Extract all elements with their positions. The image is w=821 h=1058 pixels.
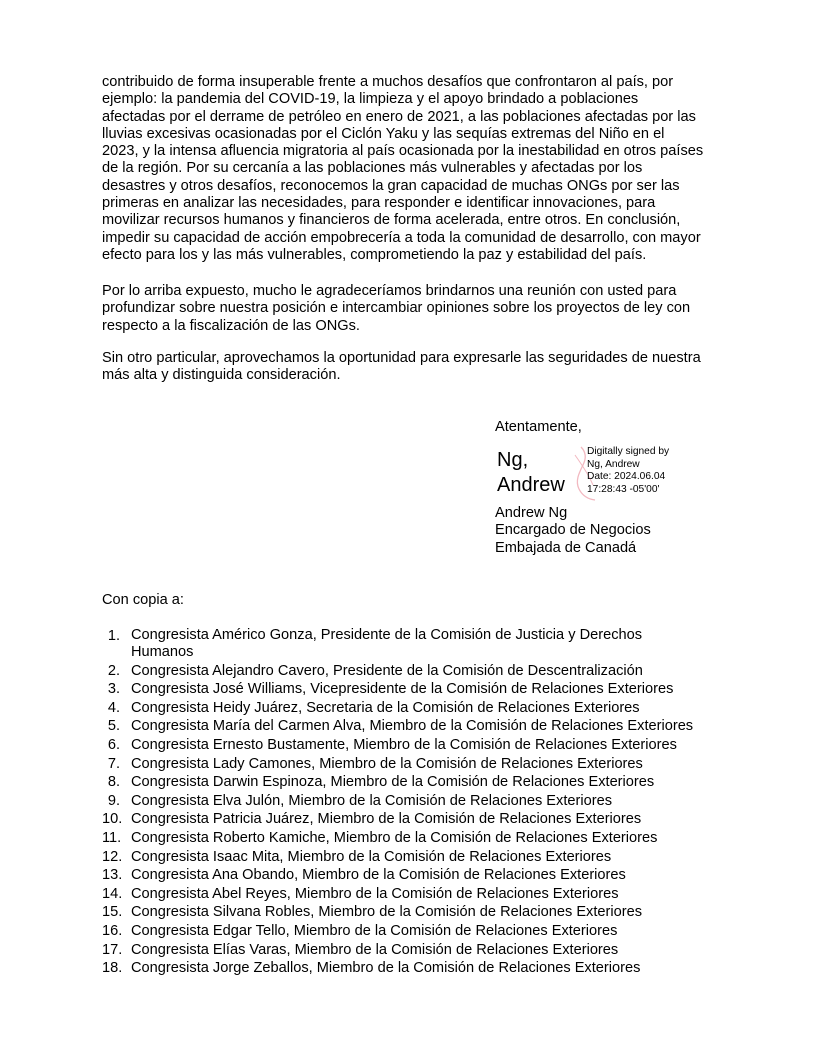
cc-item-text: [131, 922, 742, 941]
paragraph-line: primeras en analizar las necesidades, para responder e identificar innovaciones, para: [102, 195, 656, 212]
cc-list-item: [102, 736, 742, 755]
cc-item-text: [131, 866, 742, 885]
cc-item-number: 7.: [107, 755, 120, 772]
cc-item-text: [131, 810, 742, 829]
cc-item-line: Congresista Heidy Juárez, Secretaria de la Comisión de Relaciones Exteriores: [131, 699, 640, 716]
signature-name-line: Andrew: [497, 474, 565, 496]
cc-item-number: 17.: [102, 941, 123, 958]
cc-item-line: Congresista Américo Gonza, Presidente de la Comisión de Justicia y Derechos: [131, 627, 643, 643]
paragraph-line: Por lo arriba expuesto, mucho le agradeceríamos brindarnos una reunión con usted para: [102, 283, 677, 299]
cc-item-number: 14.: [102, 885, 123, 902]
cc-item-line: Congresista Jorge Zeballos, Miembro de la Comisión de Relaciones Exteriores: [131, 960, 641, 977]
cc-item-line: Congresista Edgar Tello, Miembro de la Comisión de Relaciones Exteriores: [131, 922, 618, 939]
cc-item-line: Congresista Ernesto Bustamente, Miembro de la Comisión de Relaciones Exteriores: [131, 736, 677, 753]
cc-item-line: Congresista María del Carmen Alva, Miembro de la Comisión de Relaciones Exteriores: [131, 718, 694, 735]
cc-item-text: [131, 792, 742, 811]
cc-item-number: 12.: [102, 848, 123, 865]
cc-item-line: Congresista Alejandro Cavero, Presidente de la Comisión de Descentralización: [131, 662, 643, 679]
cc-item-text: [131, 903, 742, 922]
cc-list-item: [102, 717, 742, 736]
signature-detail-line: 17:28:43 -05'00': [587, 483, 660, 495]
signer-block: [495, 505, 651, 557]
cc-list-item: [102, 903, 742, 922]
body-paragraph-3: [102, 350, 742, 385]
signature-detail-line: Digitally signed by: [587, 446, 670, 457]
cc-item-text: [131, 755, 742, 774]
paragraph-line: de la región. Por su cercanía a las poblaciones más vulnerables y afectadas por los: [102, 160, 643, 177]
cc-item-number: 13.: [102, 867, 123, 884]
paragraph-line: profundizar sobre nuestra posición e intercambiar opiniones sobre los proyectos de ley con: [102, 300, 691, 317]
cc-list-item: [102, 792, 742, 811]
closing-salutation: Atentamente,: [495, 419, 582, 435]
cc-item-text: [131, 829, 742, 848]
cc-item-text: [131, 941, 742, 960]
cc-item-number: 9.: [107, 792, 120, 809]
cc-item-text: [131, 699, 742, 718]
cc-item-line: Congresista Elías Varas, Miembro de la Comisión de Relaciones Exteriores: [131, 941, 619, 958]
paragraph-line: respecto a la fiscalización de las ONGs.: [102, 317, 360, 334]
paragraph-line: movilizar recursos humanos y financieros de forma acelerada, entre otros. En conclusión,: [102, 212, 681, 229]
signer-organization: Embajada de Canadá: [495, 539, 637, 556]
cc-item-number: 16.: [102, 922, 123, 939]
cc-list-item: [102, 848, 742, 867]
cc-item-line: Congresista Abel Reyes, Miembro de la Comisión de Relaciones Exteriores: [131, 885, 619, 902]
cc-item-number: 1.: [107, 628, 120, 644]
paragraph-line: impedir su capacidad de acción empobrecería a toda la comunidad de desarrollo, con mayor: [102, 229, 701, 246]
signer-title: Encargado de Negocios: [495, 522, 651, 539]
digital-signature[interactable]: [495, 445, 695, 501]
cc-list-item: [102, 773, 742, 792]
cc-heading: Con copia a:: [102, 592, 184, 608]
body-paragraph-1: [102, 74, 742, 264]
cc-item-number: 4.: [107, 699, 120, 716]
signature-name-line: Ng,: [497, 449, 529, 471]
cc-list-item: [102, 755, 742, 774]
cc-list-item: [102, 885, 742, 904]
cc-item-text: [131, 773, 742, 792]
cc-item-text: [131, 662, 742, 681]
cc-item-number: 5.: [107, 718, 120, 735]
cc-item-text: [131, 736, 742, 755]
paragraph-line: lluvias excesivas ocasionadas por el Ciclón Yaku y las sequías extremas del Niño en el: [102, 125, 665, 142]
paragraph-line: efecto para los y las más vulnerables, comprometiendo la paz y estabilidad del país.: [102, 246, 647, 263]
cc-list-item: [102, 662, 742, 681]
cc-item-line: Congresista Darwin Espinoza, Miembro de la Comisión de Relaciones Exteriores: [131, 774, 655, 791]
cc-item-line: Congresista Silvana Robles, Miembro de la Comisión de Relaciones Exteriores: [131, 904, 643, 921]
cc-list-item: [102, 699, 742, 718]
paragraph-line: Sin otro particular, aprovechamos la oportunidad para expresarle las seguridades de nuestra: [102, 350, 701, 366]
signature-details: [587, 446, 669, 496]
cc-item-number: 10.: [102, 811, 123, 828]
cc-list-item: [102, 959, 742, 978]
paragraph-line: afectadas por el derrame de petróleo en enero de 2021, a las poblaciones afectadas por las: [102, 108, 696, 125]
cc-list: [102, 627, 742, 978]
cc-list-item: [102, 627, 742, 662]
cc-item-line: Congresista José Williams, Vicepresidente de la Comisión de Relaciones Exteriores: [131, 681, 674, 698]
cc-item-number: 18.: [102, 960, 123, 977]
cc-item-text: [131, 717, 742, 736]
paragraph-line: ejemplo: la pandemia del COVID-19, la limpieza y el apoyo brindado a poblaciones: [102, 91, 639, 108]
cc-item-number: 2.: [107, 662, 120, 679]
paragraph-line: desastres y otros desafíos, reconocemos la gran capacidad de muchas ONGs por ser las: [102, 177, 680, 194]
cc-item-line: Congresista Patricia Juárez, Miembro de la Comisión de Relaciones Exteriores: [131, 811, 642, 828]
cc-item-line: Congresista Elva Julón, Miembro de la Comisión de Relaciones Exteriores: [131, 792, 613, 809]
cc-list-item: [102, 810, 742, 829]
signature-detail-line: Date: 2024.06.04: [587, 471, 666, 483]
cc-list-item: [102, 829, 742, 848]
cc-item-number: 8.: [107, 774, 120, 791]
cc-item-number: 6.: [107, 736, 120, 753]
signer-name: Andrew Ng: [495, 505, 568, 521]
body-paragraph-2: [102, 283, 742, 335]
signature-name: [497, 448, 565, 498]
cc-item-number: 15.: [102, 904, 123, 921]
cc-list-item: [102, 680, 742, 699]
cc-item-text: [131, 959, 742, 978]
cc-item-line: Congresista Isaac Mita, Miembro de la Comisión de Relaciones Exteriores: [131, 848, 612, 865]
cc-item-number: 3.: [107, 681, 120, 698]
cc-item-number: 11.: [102, 829, 122, 846]
cc-item-text: [131, 848, 742, 867]
cc-item-text: [131, 680, 742, 699]
cc-item-line: Humanos: [131, 644, 194, 661]
cc-item-text: [131, 627, 671, 662]
cc-list-item: [102, 922, 742, 941]
signature-detail-line: Ng, Andrew: [587, 458, 640, 470]
cc-item-line: Congresista Lady Camones, Miembro de la Comisión de Relaciones Exteriores: [131, 755, 643, 772]
cc-item-line: Congresista Ana Obando, Miembro de la Comisión de Relaciones Exteriores: [131, 867, 626, 884]
cc-list-item: [102, 941, 742, 960]
paragraph-line: contribuido de forma insuperable frente a muchos desafíos que confrontaron al país, por: [102, 74, 674, 90]
cc-item-text: [131, 885, 742, 904]
cc-list-item: [102, 866, 742, 885]
cc-item-line: Congresista Roberto Kamiche, Miembro de la Comisión de Relaciones Exteriores: [131, 829, 658, 846]
paragraph-line: más alta y distinguida consideración.: [102, 367, 341, 384]
paragraph-line: 2023, y la intensa afluencia migratoria al país ocasionada por la inestabilidad en otros países: [102, 143, 704, 160]
